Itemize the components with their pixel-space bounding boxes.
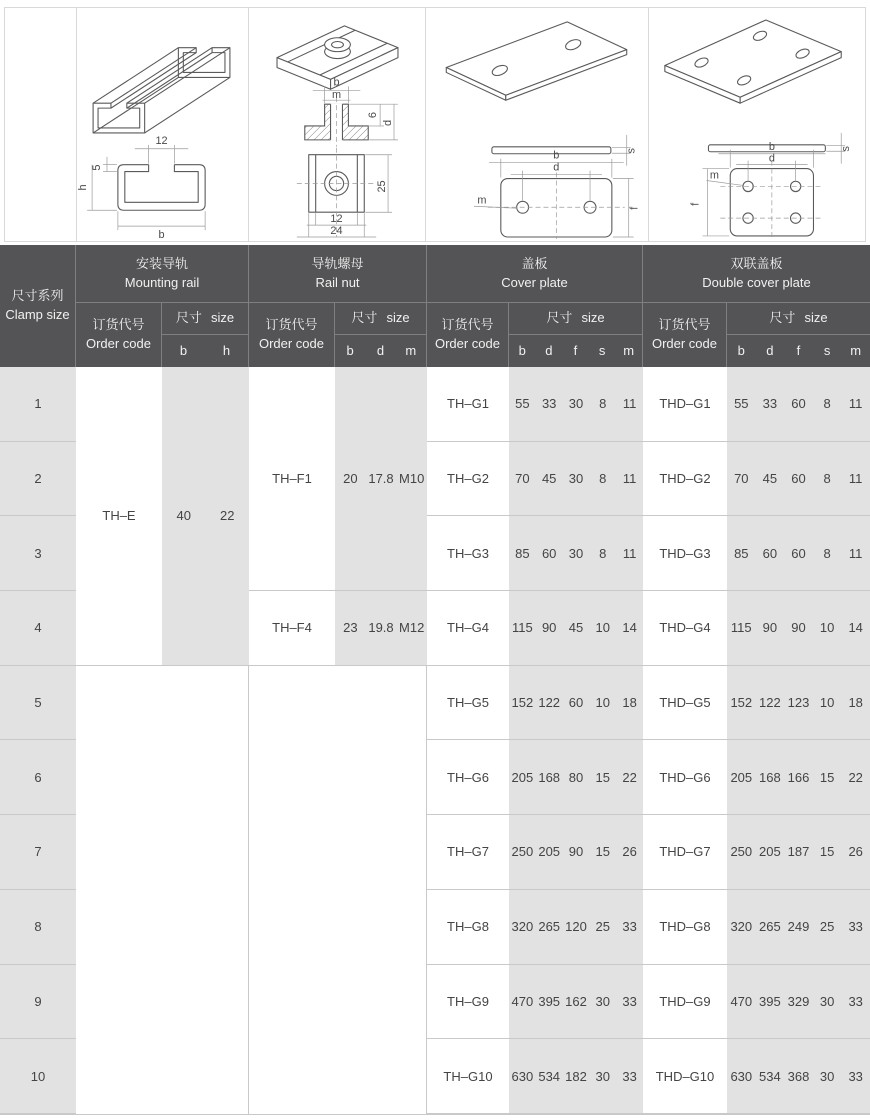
clamp-size-cell: 6 xyxy=(0,740,76,815)
size-value: 18 xyxy=(848,695,863,711)
double-order-code: THD–G5 xyxy=(643,666,727,741)
empty-mounting-rail-region xyxy=(76,666,249,1114)
size-value: 11 xyxy=(622,545,637,561)
size-value: 45 xyxy=(568,620,584,636)
dim-label: b xyxy=(768,140,775,153)
size-value: 30 xyxy=(595,993,611,1009)
double-order-code: THD–G4 xyxy=(643,591,727,666)
clamp-size-cell: 10 xyxy=(0,1039,76,1114)
size-value: 8 xyxy=(823,396,831,412)
size-value: 8 xyxy=(823,471,831,487)
dim-letter: d xyxy=(545,342,553,358)
order-code-en: Order code xyxy=(258,336,325,351)
cover-size-cell xyxy=(509,740,643,815)
rail-nut-size-cell xyxy=(335,367,427,591)
size-value: M12 xyxy=(399,620,425,636)
size-value: 15 xyxy=(819,844,835,860)
size-value: 33 xyxy=(762,396,778,412)
size-value: 395 xyxy=(759,993,781,1009)
cover-order-code: TH–G10 xyxy=(427,1039,509,1114)
size-value: 630 xyxy=(730,1068,753,1084)
size-value: 23 xyxy=(343,620,358,636)
size-value: 120 xyxy=(565,919,587,935)
size-value: 250 xyxy=(511,844,534,860)
dim-letter: b xyxy=(346,342,354,358)
size-value: 122 xyxy=(538,695,561,711)
clamp-size-cell: 1 xyxy=(0,367,76,442)
size-value: 265 xyxy=(759,919,781,935)
size-value: 30 xyxy=(568,545,584,561)
size-value: 22 xyxy=(220,508,235,524)
dim-label: m xyxy=(477,194,487,207)
size-value: 534 xyxy=(759,1068,781,1084)
double-order-code: THD–G2 xyxy=(643,442,727,517)
dim-letter: h xyxy=(222,342,231,358)
order-code-en: Order code xyxy=(434,336,501,351)
size-value: 10 xyxy=(819,620,835,636)
size-value: 45 xyxy=(762,471,778,487)
size-zh: 尺寸 xyxy=(769,310,796,326)
size-value: 250 xyxy=(730,844,753,860)
dims-header xyxy=(509,335,643,367)
size-value: 60 xyxy=(791,545,806,561)
double-order-code: THD–G7 xyxy=(643,815,727,890)
size-value: 17.8 xyxy=(368,471,394,487)
size-value: 205 xyxy=(730,769,753,785)
clamp-size-cell: 4 xyxy=(0,591,76,666)
size-value: 534 xyxy=(538,1068,561,1084)
dim-letter: m xyxy=(850,342,862,358)
cover-size-cell xyxy=(509,516,643,591)
size-value: 8 xyxy=(599,545,607,561)
size-value: 26 xyxy=(848,844,863,860)
dim-label: m xyxy=(709,169,719,182)
size-value: 60 xyxy=(762,545,778,561)
clamp-size-header xyxy=(0,245,76,367)
dim-label: 24 xyxy=(330,225,343,238)
cover-order-code: TH–G6 xyxy=(427,740,509,815)
rail-nut-svg xyxy=(249,8,425,239)
size-value: 85 xyxy=(734,545,749,561)
double-order-code: THD–G6 xyxy=(643,740,727,815)
group-header-cover-plate xyxy=(427,245,643,303)
size-value: 90 xyxy=(791,620,806,636)
clamp-size-cell: 5 xyxy=(0,666,76,741)
size-value: 329 xyxy=(787,993,810,1009)
dim-label: h xyxy=(77,184,90,191)
size-value: 33 xyxy=(848,919,863,935)
dim-label: m xyxy=(331,89,342,102)
dim-label: 12 xyxy=(155,134,168,147)
size-value: 11 xyxy=(848,471,863,487)
clamp-size-cell: 3 xyxy=(0,516,76,591)
rail-nut-order-code: TH–F1 xyxy=(249,367,335,591)
dims-header xyxy=(727,335,870,367)
dim-letter: m xyxy=(623,342,635,358)
cover-order-code: TH–G2 xyxy=(427,442,509,517)
dim-letter: d xyxy=(376,342,385,358)
group-title-en: Double cover plate xyxy=(702,274,811,290)
order-code-zh: 订货代号 xyxy=(265,317,318,333)
size-value: 187 xyxy=(787,844,810,860)
size-value: 8 xyxy=(599,396,607,412)
order-code-en: Order code xyxy=(651,336,718,351)
rail-nut-size-cell xyxy=(335,591,427,666)
cover-plate-svg xyxy=(426,8,648,239)
cover-size-cell xyxy=(509,890,643,965)
dims-header xyxy=(335,335,427,367)
double-cover-plate-svg xyxy=(649,8,865,239)
cover-order-code: TH–G4 xyxy=(427,591,509,666)
dim-letter: f xyxy=(796,342,801,358)
size-value: 115 xyxy=(730,620,752,636)
size-value: 33 xyxy=(848,993,863,1009)
size-value: 162 xyxy=(565,993,587,1009)
size-en: size xyxy=(210,310,235,326)
cover-size-cell xyxy=(509,591,643,666)
double-size-cell xyxy=(727,591,870,666)
size-value: 8 xyxy=(823,545,831,561)
clamp-size-zh: 尺寸系列 xyxy=(11,288,64,304)
dim-letter: s xyxy=(598,342,606,358)
rail-nut-drawing xyxy=(248,8,425,241)
size-header xyxy=(727,303,870,335)
size-value: 10 xyxy=(595,620,611,636)
size-value: 40 xyxy=(176,508,191,524)
size-value: 45 xyxy=(541,471,557,487)
dim-letter: b xyxy=(179,342,188,358)
cover-order-code: TH–G7 xyxy=(427,815,509,890)
size-zh: 尺寸 xyxy=(175,310,202,326)
size-value: 25 xyxy=(595,919,611,935)
group-title-en: Rail nut xyxy=(315,274,360,290)
size-value: 80 xyxy=(568,769,584,785)
size-value: 30 xyxy=(568,471,584,487)
double-size-cell xyxy=(727,815,870,890)
group-title-zh: 盖板 xyxy=(521,255,548,271)
dim-label: 12 xyxy=(330,213,343,226)
table-header xyxy=(0,245,870,367)
cover-size-cell xyxy=(509,815,643,890)
size-value: 11 xyxy=(848,545,863,561)
size-value: 70 xyxy=(734,471,749,487)
size-value: 630 xyxy=(511,1068,534,1084)
order-code-en: Order code xyxy=(85,336,152,351)
size-value: 55 xyxy=(515,396,530,412)
drawings-left-spacer xyxy=(5,8,76,241)
size-value: 60 xyxy=(541,545,557,561)
size-header xyxy=(509,303,643,335)
size-header xyxy=(162,303,249,335)
size-value: 10 xyxy=(819,695,835,711)
order-code-header xyxy=(76,303,162,367)
dim-letter: b xyxy=(518,342,526,358)
size-value: 33 xyxy=(622,1068,637,1084)
size-value: M10 xyxy=(399,471,425,487)
mounting-rail-order-code: TH–E xyxy=(76,367,162,666)
size-value: 18 xyxy=(622,695,637,711)
size-value: 249 xyxy=(787,919,810,935)
dim-letter: s xyxy=(823,342,831,358)
size-en: size xyxy=(804,310,828,326)
size-value: 25 xyxy=(819,919,835,935)
size-value: 33 xyxy=(622,993,637,1009)
cover-order-code: TH–G5 xyxy=(427,666,509,741)
size-value: 90 xyxy=(762,620,778,636)
double-size-cell xyxy=(727,740,870,815)
clamp-size-cell: 7 xyxy=(0,815,76,890)
size-zh: 尺寸 xyxy=(546,310,573,326)
dim-label: b xyxy=(158,229,165,239)
clamp-size-cell: 2 xyxy=(0,442,76,517)
clamp-size-cell: 8 xyxy=(0,890,76,965)
double-size-cell xyxy=(727,890,870,965)
size-value: 14 xyxy=(622,620,637,636)
group-header-double-cover-plate xyxy=(643,245,870,303)
mounting-rail-size-cell xyxy=(162,367,249,666)
size-value: 90 xyxy=(568,844,584,860)
dim-letter: b xyxy=(737,342,745,358)
cover-size-cell xyxy=(509,442,643,517)
empty-rail-nut-region xyxy=(249,666,427,1114)
dim-label: d xyxy=(553,161,560,174)
dim-label: 5 xyxy=(91,164,104,171)
group-header-mounting-rail xyxy=(76,245,249,303)
dim-label: f xyxy=(628,206,641,210)
size-value: 15 xyxy=(595,769,611,785)
size-header xyxy=(335,303,427,335)
cover-order-code: TH–G1 xyxy=(427,367,509,442)
size-value: 166 xyxy=(787,769,810,785)
mounting-rail-svg xyxy=(77,8,248,239)
size-value: 33 xyxy=(848,1068,863,1084)
cover-size-cell xyxy=(509,1039,643,1114)
double-order-code: THD–G10 xyxy=(643,1039,727,1114)
size-value: 11 xyxy=(848,396,863,412)
dim-label: d xyxy=(382,119,395,127)
mounting-rail-drawing xyxy=(76,8,248,241)
size-value: 30 xyxy=(595,1068,611,1084)
size-value: 152 xyxy=(511,695,534,711)
dims-header xyxy=(162,335,249,367)
size-value: 152 xyxy=(730,695,753,711)
size-en: size xyxy=(386,310,410,326)
dim-label: d xyxy=(768,152,775,165)
size-value: 320 xyxy=(511,919,534,935)
dim-label: s xyxy=(625,148,638,154)
size-value: 8 xyxy=(599,471,607,487)
size-value: 14 xyxy=(848,620,863,636)
size-value: 90 xyxy=(541,620,557,636)
dim-letter: d xyxy=(766,342,774,358)
size-value: 70 xyxy=(515,471,530,487)
size-value: 10 xyxy=(595,695,611,711)
clamp-size-cell: 9 xyxy=(0,965,76,1040)
cover-order-code: TH–G9 xyxy=(427,965,509,1040)
order-code-zh: 订货代号 xyxy=(658,317,711,333)
order-code-header xyxy=(643,303,727,367)
size-value: 395 xyxy=(538,993,561,1009)
size-value: 265 xyxy=(538,919,561,935)
size-value: 205 xyxy=(538,844,561,860)
dim-letter: f xyxy=(573,342,578,358)
double-order-code: THD–G3 xyxy=(643,516,727,591)
double-size-cell xyxy=(727,1039,870,1114)
double-order-code: THD–G9 xyxy=(643,965,727,1040)
size-value: 19.8 xyxy=(368,620,394,636)
size-value: 55 xyxy=(734,396,749,412)
size-value: 30 xyxy=(568,396,584,412)
size-value: 60 xyxy=(791,396,806,412)
size-value: 15 xyxy=(819,769,835,785)
size-value: 168 xyxy=(538,769,561,785)
size-value: 26 xyxy=(622,844,637,860)
double-order-code: THD–G8 xyxy=(643,890,727,965)
double-size-cell xyxy=(727,965,870,1040)
double-order-code: THD–G1 xyxy=(643,367,727,442)
dim-label: b xyxy=(333,76,340,89)
size-value: 33 xyxy=(622,919,637,935)
group-title-zh: 安装导轨 xyxy=(135,255,188,271)
size-value: 22 xyxy=(848,769,863,785)
table-body xyxy=(0,367,870,1115)
size-value: 122 xyxy=(759,695,781,711)
size-value: 168 xyxy=(759,769,781,785)
size-zh: 尺寸 xyxy=(351,310,378,326)
size-value: 368 xyxy=(787,1068,810,1084)
cover-order-code: TH–G3 xyxy=(427,516,509,591)
size-value: 60 xyxy=(791,471,806,487)
size-value: 30 xyxy=(819,1068,835,1084)
group-title-zh: 双联盖板 xyxy=(730,255,783,271)
size-value: 182 xyxy=(565,1068,587,1084)
size-value: 115 xyxy=(512,620,533,636)
size-value: 20 xyxy=(343,471,358,487)
dim-label: 25 xyxy=(376,180,389,193)
size-value: 60 xyxy=(568,695,584,711)
double-size-cell xyxy=(727,367,870,442)
dim-label: f xyxy=(689,202,702,206)
cover-size-cell xyxy=(509,666,643,741)
order-code-zh: 订货代号 xyxy=(441,317,494,333)
group-title-en: Cover plate xyxy=(501,274,568,290)
size-value: 205 xyxy=(759,844,781,860)
drawings-strip xyxy=(4,7,866,242)
dim-letter: m xyxy=(405,342,417,358)
dim-label: b xyxy=(553,149,560,162)
cover-plate-drawing xyxy=(425,8,648,241)
size-value: 11 xyxy=(622,471,637,487)
size-value: 123 xyxy=(787,695,810,711)
dim-label: 6 xyxy=(367,112,380,119)
size-value: 470 xyxy=(511,993,534,1009)
size-value: 470 xyxy=(730,993,753,1009)
size-value: 205 xyxy=(511,769,534,785)
double-size-cell xyxy=(727,516,870,591)
double-size-cell xyxy=(727,442,870,517)
rail-nut-order-code: TH–F4 xyxy=(249,591,335,666)
cover-size-cell xyxy=(509,367,643,442)
cover-size-cell xyxy=(509,965,643,1040)
order-code-header xyxy=(427,303,509,367)
size-value: 30 xyxy=(819,993,835,1009)
size-value: 15 xyxy=(595,844,611,860)
size-value: 320 xyxy=(730,919,753,935)
size-value: 11 xyxy=(622,396,637,412)
double-cover-plate-drawing xyxy=(648,8,865,241)
group-title-en: Mounting rail xyxy=(124,274,200,290)
size-value: 85 xyxy=(515,545,530,561)
order-code-header xyxy=(249,303,335,367)
double-size-cell xyxy=(727,666,870,741)
size-value: 22 xyxy=(622,769,637,785)
cover-order-code: TH–G8 xyxy=(427,890,509,965)
size-en: size xyxy=(581,310,605,326)
dim-label: s xyxy=(840,146,853,152)
group-header-rail-nut xyxy=(249,245,427,303)
group-title-zh: 导轨螺母 xyxy=(311,255,364,271)
clamp-size-en: Clamp size xyxy=(5,307,70,322)
order-code-zh: 订货代号 xyxy=(92,317,145,333)
size-value: 33 xyxy=(541,396,557,412)
